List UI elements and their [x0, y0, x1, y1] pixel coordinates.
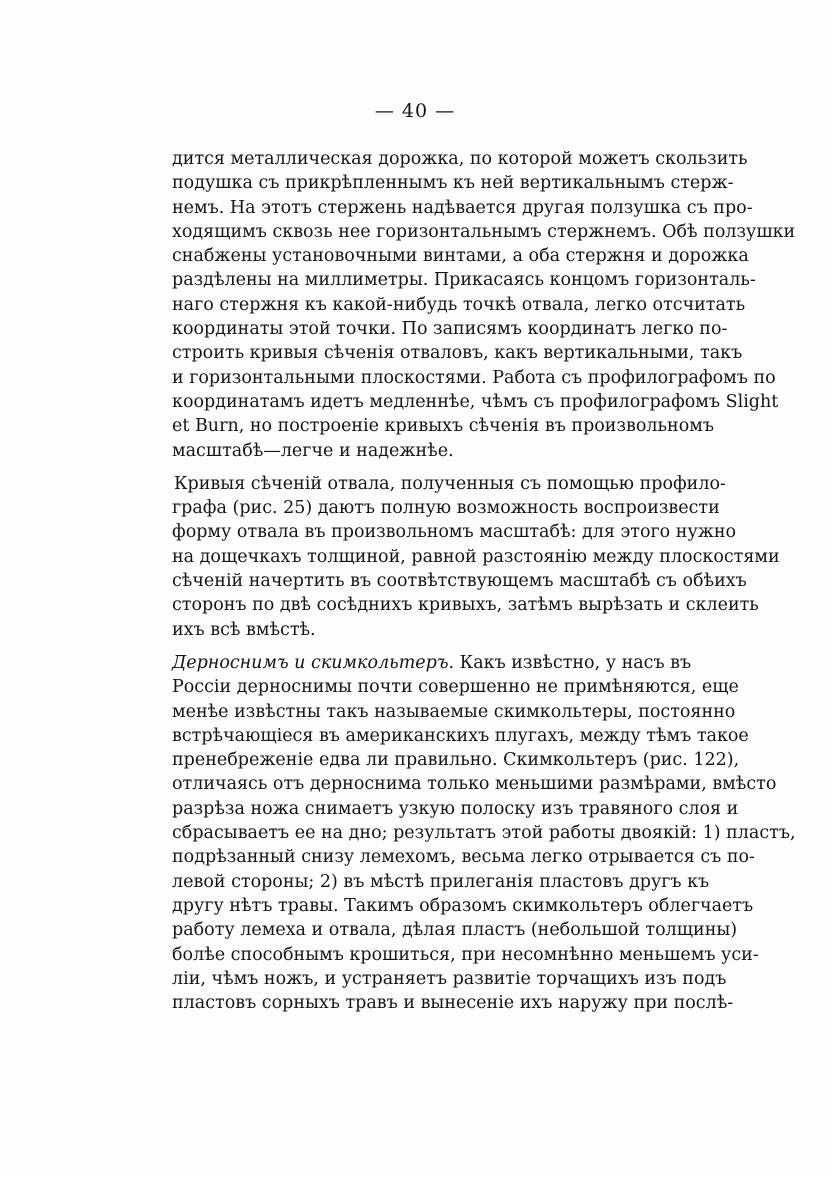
text-line: координатамъ идетъ медленнѣе, чѣмъ съ профилографомъ Slight: [172, 391, 779, 412]
text-line: сбрасываетъ ее на дно; результатъ этой работы двоякій: 1) пластъ,: [172, 823, 796, 844]
paragraph-3: [172, 651, 796, 1015]
text-line: подрѣзанный снизу лемехомъ, весьма легко отрывается съ по-: [172, 847, 755, 868]
text-line: форму отвала въ произвольномъ масштабѣ: для этого нужно: [172, 522, 737, 543]
body-text: [172, 147, 796, 1015]
text-line: ліи, чѣмъ ножъ, и устраняетъ развитіе торчащихъ изъ подъ: [172, 968, 727, 989]
text-line: пренебреженіе едва ли правильно. Скимкольтеръ (рис. 122),: [172, 750, 740, 771]
text-line: другу нѣтъ травы. Такимъ образомъ скимкольтеръ облегчаетъ: [172, 895, 754, 916]
text-line: работу лемеха и отвала, дѣлая пластъ (небольшой толщины): [172, 920, 738, 941]
text-line: сѣченій начертить въ соотвѣтствующемъ масштабѣ съ обѣихъ: [172, 571, 747, 592]
text-line: встрѣчающіеся въ американскихъ плугахъ, между тѣмъ такое: [172, 725, 749, 746]
text-line: [172, 651, 692, 675]
text-line: и горизонтальными плоскостями. Работа съ профилографомъ по: [172, 367, 776, 388]
text-line: координаты этой точки. По записямъ координатъ легко по-: [172, 319, 728, 340]
text-line: на дощечкахъ толщиной, равной разстоянію между плоскостями: [172, 546, 780, 567]
text-line: разрѣза ножа снимаетъ узкую полоску изъ травяного слоя и: [172, 798, 739, 819]
text-line: менѣе извѣстны такъ называемые скимкольтеры, постоянно: [172, 701, 736, 722]
text-line: раздѣлены на миллиметры. Прикасаясь концомъ горизонталь-: [172, 270, 756, 291]
text-line: графа (рис. 25) даютъ полную возможность воспроизвести: [172, 498, 720, 519]
text-line: масштабѣ—легче и надежнѣе.: [172, 440, 454, 461]
text-line: левой стороны; 2) въ мѣстѣ прилеганія пластовъ другъ къ: [172, 871, 710, 892]
section-heading: Дерноснимъ и скимкольтеръ.: [172, 652, 455, 673]
paragraph-1: [172, 147, 796, 463]
text-line: снабжены установочными винтами, а оба стержня и дорожка: [172, 246, 749, 267]
text-line: Россіи дерноснимы почти совершенно не примѣняются, еще: [172, 677, 739, 698]
text-line: пластовъ сорныхъ травъ и вынесеніе ихъ наружу при послѣ-: [172, 993, 734, 1014]
heading-line-rest: Какъ извѣстно, у насъ въ: [459, 652, 692, 673]
text-line: сторонъ по двѣ сосѣднихъ кривыхъ, затѣмъ вырѣзать и склеить: [172, 595, 759, 616]
paragraph-2: [172, 472, 780, 642]
text-line: ихъ всѣ вмѣстѣ.: [172, 619, 316, 640]
text-line: отличаясь отъ дерноснима только меньшими размѣрами, вмѣсто: [172, 774, 777, 795]
text-line: ходящимъ сквозь нее горизонтальнымъ стержнемъ. Обѣ ползушки: [172, 221, 796, 242]
text-line: подушка съ прикрѣпленнымъ къ ней вертикальнымъ стерж-: [172, 173, 734, 194]
text-line: Кривыя сѣченій отвала, полученныя съ помощью профило-: [174, 473, 726, 494]
page-number: — 40 —: [374, 100, 456, 122]
text-line: строить кривыя сѣченія отваловъ, какъ вертикальными, такъ: [172, 343, 743, 364]
text-line: et Burn, но построеніе кривыхъ сѣченія въ произвольномъ: [172, 416, 714, 437]
text-line: наго стержня къ какой-нибудь точкѣ отвала, легко отсчитать: [172, 294, 746, 315]
text-line: дится металлическая дорожка, по которой можетъ скользить: [172, 149, 748, 169]
text-line: немъ. На этотъ стержень надѣвается другая ползушка съ про-: [172, 197, 753, 218]
text-line: болѣе способнымъ крошиться, при несомнѣнно меньшемъ уси-: [172, 944, 759, 965]
